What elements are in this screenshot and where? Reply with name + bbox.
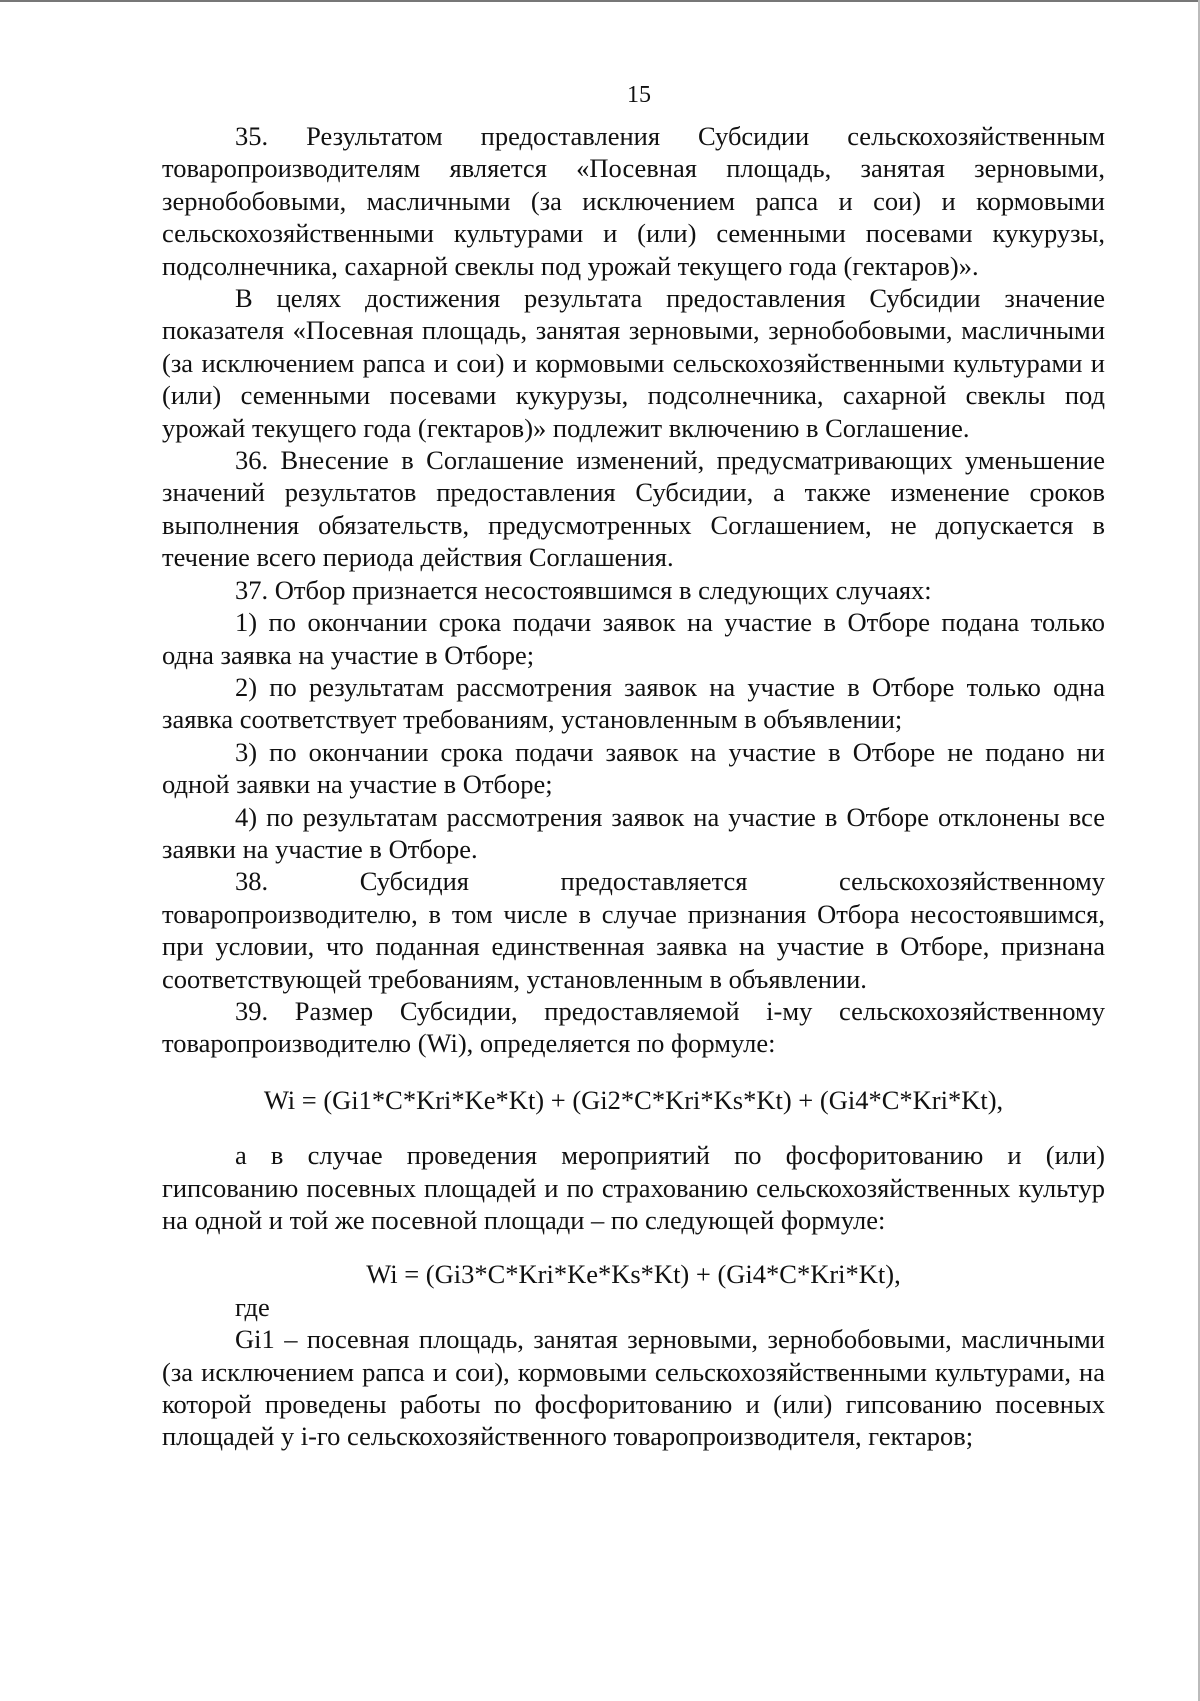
formula-main: Wi = (Gi1*C*Kri*Ke*Kt) + (Gi2*C*Kri*Ks*Kt) + (Gi4*C*Kri*Kt), bbox=[263, 1084, 1004, 1115]
paragraph-36: 36. Внесение в Соглашение изменений, предусматривающих уменьшение значений результатов предоставления Субсидии, а также изменение сроков выполнения обязательств, предусмотренных Соглашением, не допускается в течение всего периода действия Соглашения. bbox=[162, 445, 1105, 573]
formula-alternative: Wi = (Gi3*C*Kri*Ke*Ks*Kt) + (Gi4*C*Kri*Kt), bbox=[366, 1259, 901, 1290]
where-label: где bbox=[235, 1291, 270, 1322]
paragraph-35-indicator: В целях достижения результата предоставления Субсидии значение показателя «Посевная площадь, занятая зерновыми, зернобобовыми, масличными (за исключением рапса и сои) и кормовыми сельскохозяйственными культурами и (или) семенными посевами кукурузы, подсолнечника, сахарной свеклы под урожай текущего года (гектаров)» подлежит включению в Соглашение. bbox=[162, 283, 1105, 443]
list-item-37-1: 1) по окончании срока подачи заявок на участие в Отборе подана только одна заявка на участие в Отборе; bbox=[162, 607, 1105, 670]
document-body bbox=[162, 120, 1105, 1453]
page-number: 15 bbox=[627, 82, 651, 108]
list-item-37-3: 3) по окончании срока подачи заявок на участие в Отборе не подано ни одной заявки на участие в Отборе; bbox=[162, 736, 1105, 800]
paragraph-35: 35. Результатом предоставления Субсидии сельскохозяйственным товаропроизводителям является «Посевная площадь, занятая зерновыми, зернобобовыми, масличными (за исключением рапса и сои) и кормовыми сельскохозяйственными культурами и (или) семенными посевами кукурузы, подсолнечника, сахарной свеклы под урожай текущего года (гектаров)». bbox=[162, 121, 1105, 281]
list-item-37-2: 2) по результатам рассмотрения заявок на участие в Отборе только одна заявка соответствует требованиям, установленным в объявлении; bbox=[162, 671, 1105, 735]
scan-top-edge bbox=[0, 0, 1200, 2]
paragraph-39: 39. Размер Субсидии, предоставляемой i-му сельскохозяйственному товаропроизводителю (Wi), определяется по формуле: bbox=[162, 995, 1105, 1059]
paragraph-39-alternative: а в случае проведения мероприятий по фосфоритованию и (или) гипсованию посевных площадей и по страхованию сельскохозяйственных культур на одной и той же посевной площади – по следующей формуле: bbox=[162, 1140, 1105, 1235]
definition-gi1: Gi1 – посевная площадь, занятая зерновыми, зернобобовыми, масличными (за исключением рапса и сои), кормовыми сельскохозяйственными культурами, на которой проведены работы по фосфоритованию и (или) гипсованию посевных площадей у i-го сельскохозяйственного товаропроизводителя, гектаров; bbox=[162, 1324, 1105, 1452]
list-item-37-4: 4) по результатам рассмотрения заявок на участие в Отборе отклонены все заявки на участие в Отборе. bbox=[162, 801, 1105, 864]
paragraph-37: 37. Отбор признается несостоявшимся в следующих случаях: bbox=[235, 574, 932, 605]
paragraph-38: 38. Субсидия предоставляется сельскохозяйственному товаропроизводителю, в том числе в случае признания Отбора несостоявшимся, при условии, что поданная единственная заявка на участие в Отборе, признана соответствующей требованиям, установленным в объявлении. bbox=[162, 866, 1105, 994]
